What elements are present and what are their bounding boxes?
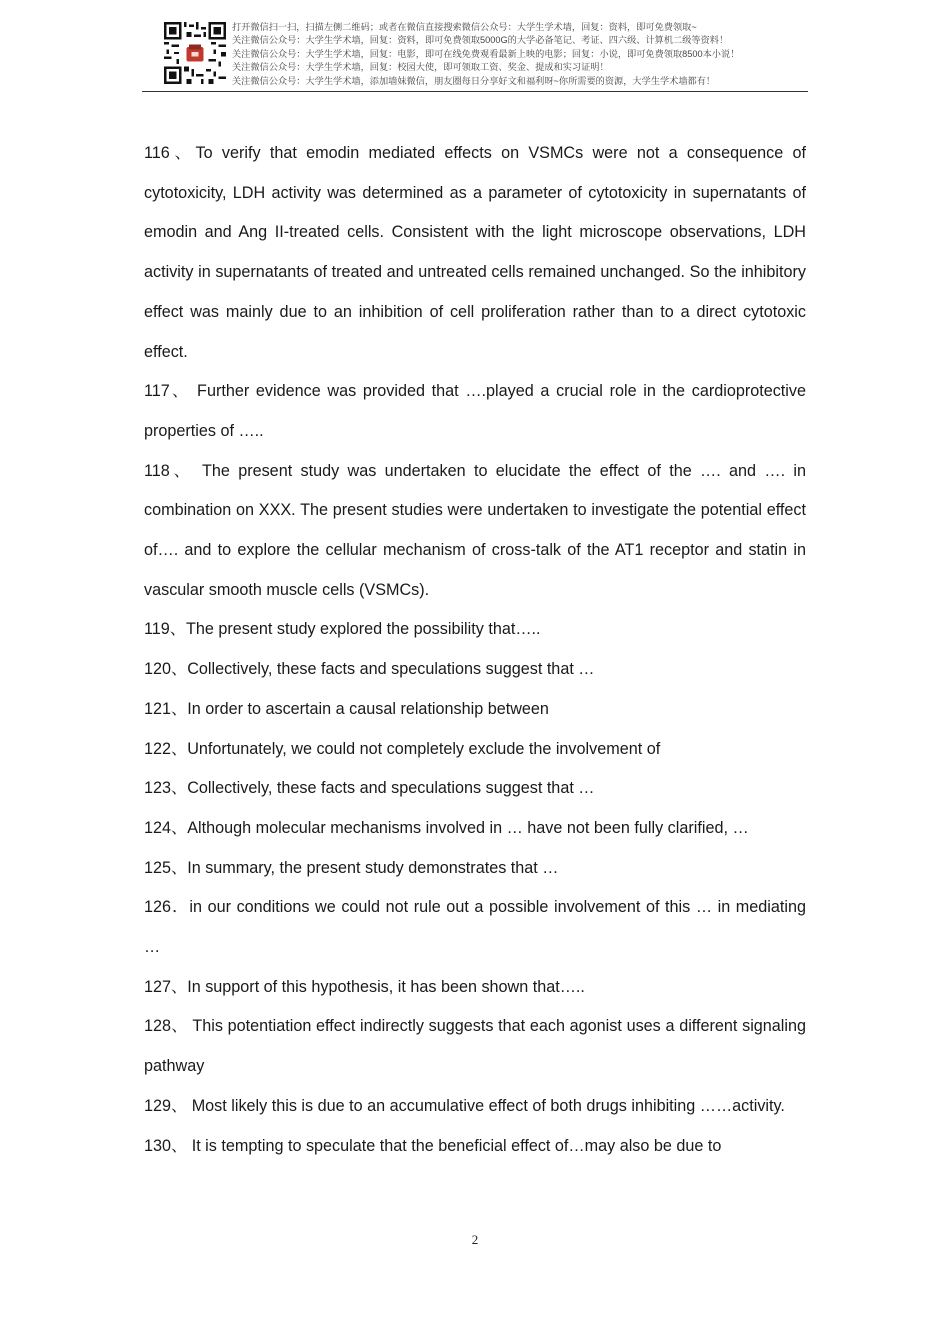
- paragraph-120: 120、Collectively, these facts and speculations suggest that …: [144, 660, 595, 679]
- header-promo-text: [232, 21, 808, 88]
- paragraph-129: 129、 Most likely this is due to an accumulative effect of both drugs inhibiting ……activity.: [144, 1096, 785, 1115]
- paragraph-130: 130、 It is tempting to speculate that the beneficial effect of…may also be due to: [144, 1136, 722, 1155]
- paragraph-116: 116、To verify that emodin mediated effects on VSMCs were not a consequence of cytotoxicity, LDH activity was determined as a parameter of cytotoxicity in supernatants of emodin and Ang II-treated cells. Consistent with the light microscope observations, LDH activity in supernatants of treated and untreated cells remained unchanged. So the inhibitory effect was mainly due to an inhibition of cell proliferation rather than to a direct cytotoxic effect.: [144, 144, 806, 361]
- header-divider: [142, 91, 808, 92]
- qr-code-icon: [164, 22, 226, 84]
- paragraph-127: 127、In support of this hypothesis, it has been shown that…..: [144, 977, 585, 996]
- paragraph-122: 122、Unfortunately, we could not completely exclude the involvement of: [144, 739, 661, 758]
- paragraph-124: 124、Although molecular mechanisms involved in … have not been fully clarified, …: [144, 818, 749, 837]
- paragraph-119: 119、The present study explored the possibility that…..: [144, 620, 541, 639]
- paragraph-121: 121、In order to ascertain a causal relationship between: [144, 699, 549, 718]
- header-line: 关注微信公众号：大学生学术墙，回复：校园大使，即可领取工资、奖金、提成和实习证明！: [232, 62, 609, 73]
- header-line: 关注微信公众号：大学生学术墙，回复：资料，即可免费领取5000G的大学必备笔记、考证、四六级、计算机二级等资料！: [232, 35, 729, 46]
- header-line: 关注微信公众号：大学生学术墙，回复：电影，即可在线免费观看最新上映的电影；回复：小说，即可免费领取8500本小说！: [232, 48, 740, 59]
- paragraph-117: 117、 Further evidence was provided that ….played a crucial role in the cardioprotective properties of …..: [144, 382, 806, 440]
- document-body: [144, 134, 806, 1166]
- paragraph-128: 128、 This potentiation effect indirectly suggests that each agonist uses a different signaling pathway: [144, 1017, 806, 1076]
- header-line: 关注微信公众号：大学生学术墙，添加墙妹微信，朋友圈每日分享好文和福利呀~你所需要的资源，大学生学术墙都有！: [232, 75, 716, 86]
- paragraph-126: 126．in our conditions we could not rule out a possible involvement of this … in mediating …: [144, 898, 806, 957]
- page-number: 2: [471, 1232, 479, 1247]
- page-header: [142, 18, 808, 90]
- paragraph-125: 125、In summary, the present study demonstrates that …: [144, 858, 559, 877]
- paragraph-118: 118、 The present study was undertaken to elucidate the effect of the …. and …. in combination on XXX. The present studies were undertaken to investigate the potential effect of…. and to explore the cellular mechanism of cross-talk of the AT1 receptor and statin in vascular smooth muscle cells (VSMCs).: [144, 461, 806, 599]
- header-line: 打开微信扫一扫，扫描左侧二维码；或者在微信直接搜索微信公众号：大学生学术墙，回复：资料，即可免费领取~: [232, 22, 697, 32]
- paragraph-123: 123、Collectively, these facts and speculations suggest that …: [144, 779, 595, 798]
